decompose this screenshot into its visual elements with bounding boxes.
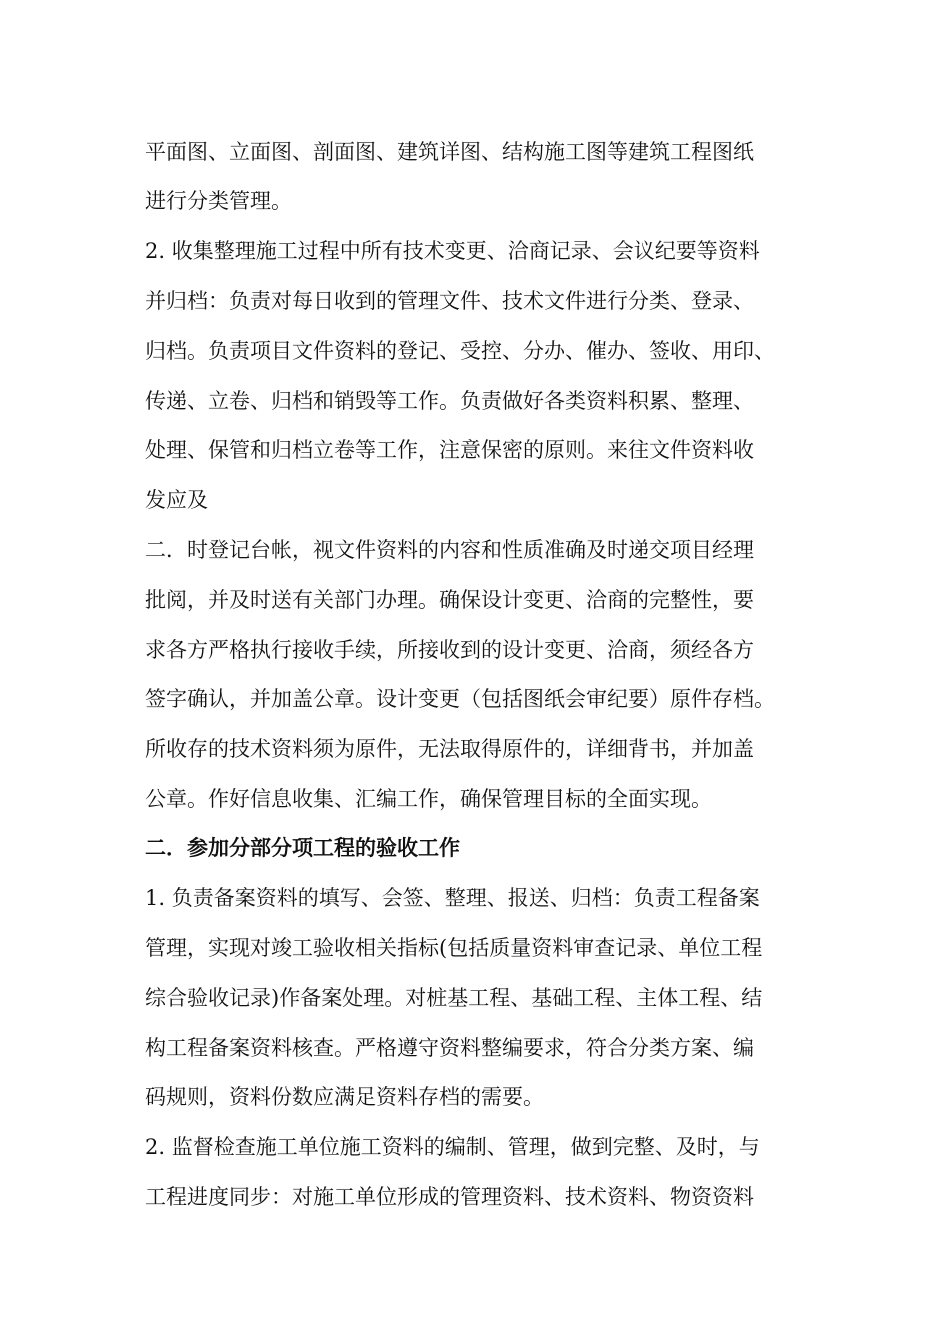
text-line: 所收存的技术资料须为原件，无法取得原件的，详细背书，并加盖 bbox=[145, 737, 754, 761]
text-line: 管理，实现对竣工验收相关指标(包括质量资料审查记录、单位工程 bbox=[145, 936, 763, 960]
text-line: 2. 收集整理施工过程中所有技术变更、洽商记录、会议纪要等资料 bbox=[145, 239, 760, 263]
text-line: 签字确认，并加盖公章。设计变更（包括图纸会审纪要）原件存档。 bbox=[145, 687, 775, 711]
text-line: 批阅，并及时送有关部门办理。确保设计变更、洽商的完整性，要 bbox=[145, 588, 754, 612]
text-line: 求各方严格执行接收手续，所接收到的设计变更、洽商，须经各方 bbox=[145, 638, 754, 662]
text-line: 发应及 bbox=[145, 488, 208, 512]
text-line: 2. 监督检查施工单位施工资料的编制、管理，做到完整、及时，与 bbox=[145, 1135, 760, 1159]
text-line: 综合验收记录)作备案处理。对桩基工程、基础工程、主体工程、结 bbox=[145, 986, 763, 1010]
text-line: 构工程备案资料核查。严格遵守资料整编要求，符合分类方案、编 bbox=[145, 1036, 754, 1060]
text-line: 处理、保管和归档立卷等工作，注意保密的原则。来往文件资料收 bbox=[145, 438, 754, 462]
text-line: 传递、立卷、归档和销毁等工作。负责做好各类资料积累、整理、 bbox=[145, 389, 754, 413]
text-line: 码规则，资料份数应满足资料存档的需要。 bbox=[145, 1085, 544, 1109]
text-line: 并归档：负责对每日收到的管理文件、技术文件进行分类、登录、 bbox=[145, 289, 754, 313]
text-line: 1. 负责备案资料的填写、会签、整理、报送、归档：负责工程备案 bbox=[145, 886, 760, 910]
text-line: 工程进度同步：对施工单位形成的管理资料、技术资料、物资资料 bbox=[145, 1185, 754, 1209]
text-line: 公章。作好信息收集、汇编工作，确保管理目标的全面实现。 bbox=[145, 787, 712, 811]
text-line: 进行分类管理。 bbox=[145, 189, 292, 213]
section-heading: 二．参加分部分项工程的验收工作 bbox=[145, 835, 460, 860]
text-line: 二．时登记台帐，视文件资料的内容和性质准确及时递交项目经理 bbox=[145, 538, 754, 562]
text-line: 归档。负责项目文件资料的登记、受控、分办、催办、签收、用印、 bbox=[145, 339, 775, 363]
text-line: 平面图、立面图、剖面图、建筑详图、结构施工图等建筑工程图纸 bbox=[145, 140, 754, 164]
